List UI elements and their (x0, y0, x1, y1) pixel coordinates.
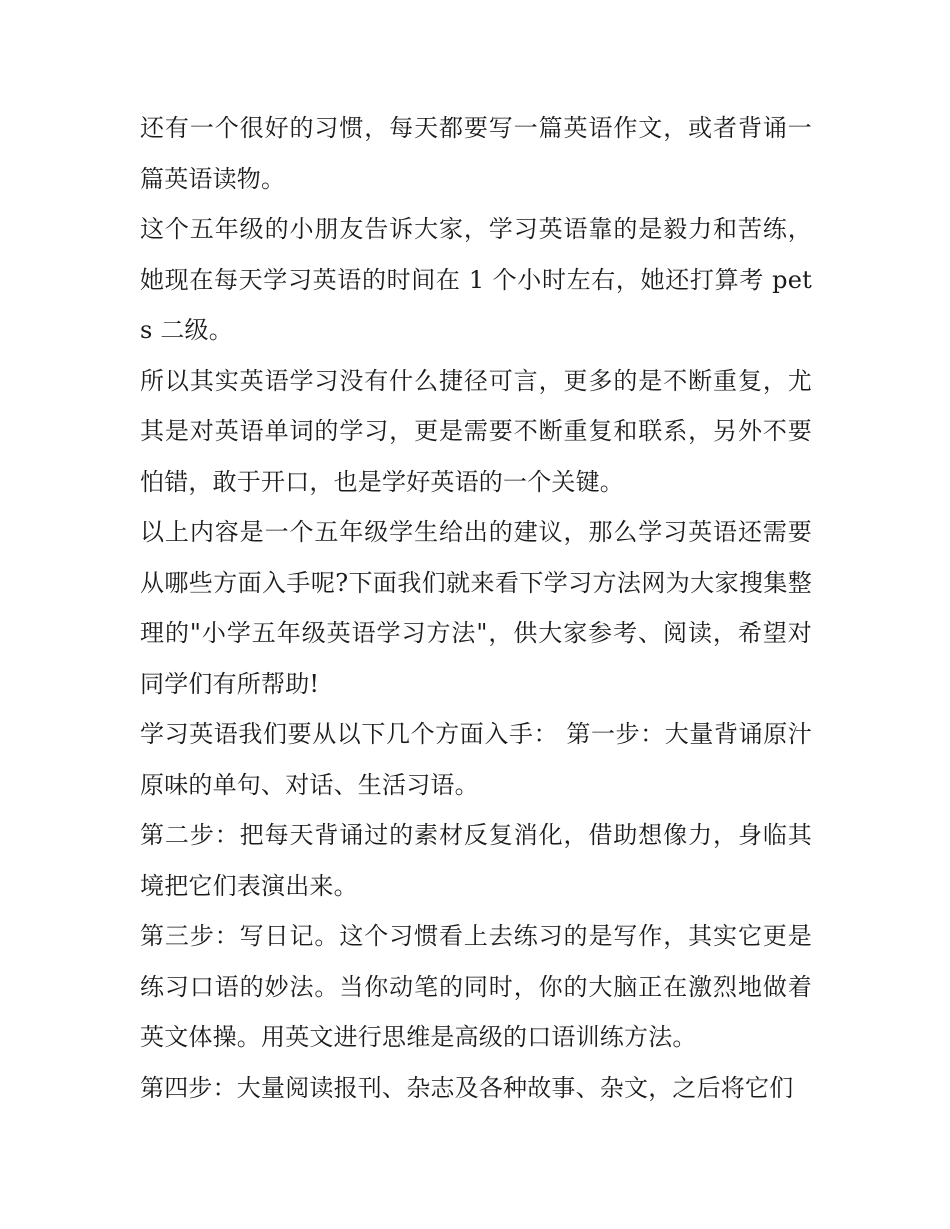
paragraph-introduction: 以上内容是一个五年级学生给出的建议，那么学习英语还需要从哪些方面入手呢?下面我们就来看下学习方法网为大家搜集整理的"小学五年级英语学习方法"，供大家参考、阅读，希望对同学们有所帮助! (140, 518, 812, 698)
paragraph-step-four: 第四步：大量阅读报刊、杂志及各种故事、杂文，之后将它们 (140, 1073, 794, 1102)
document-body (140, 103, 812, 1113)
paragraph-no-shortcut: 所以其实英语学习没有什么捷径可言，更多的是不断重复，尤其是对英语单词的学习，更是需要不断重复和联系，另外不要怕错，敢于开口，也是学好英语的一个关键。 (140, 366, 812, 496)
paragraph-step-three: 第三步：写日记。这个习惯看上去练习的是写作，其实它更是练习口语的妙法。当你动笔的同时，你的大脑正在激烈地做着英文体操。用英文进行思维是高级的口语训练方法。 (140, 922, 812, 1051)
paragraph-student-advice: 这个五年级的小朋友告诉大家，学习英语靠的是毅力和苦练，她现在每天学习英语的时间在 1 个小时左右，她还打算考 pets 二级。 (140, 215, 812, 344)
paragraph-step-two: 第二步：把每天背诵过的素材反复消化，借助想像力，身临其境把它们表演出来。 (140, 821, 812, 900)
paragraph-step-one: 学习英语我们要从以下几个方面入手： 第一步：大量背诵原汁原味的单句、对话、生活习语。 (140, 720, 812, 799)
paragraph-habit: 还有一个很好的习惯，每天都要写一篇英语作文，或者背诵一篇英语读物。 (140, 114, 812, 193)
